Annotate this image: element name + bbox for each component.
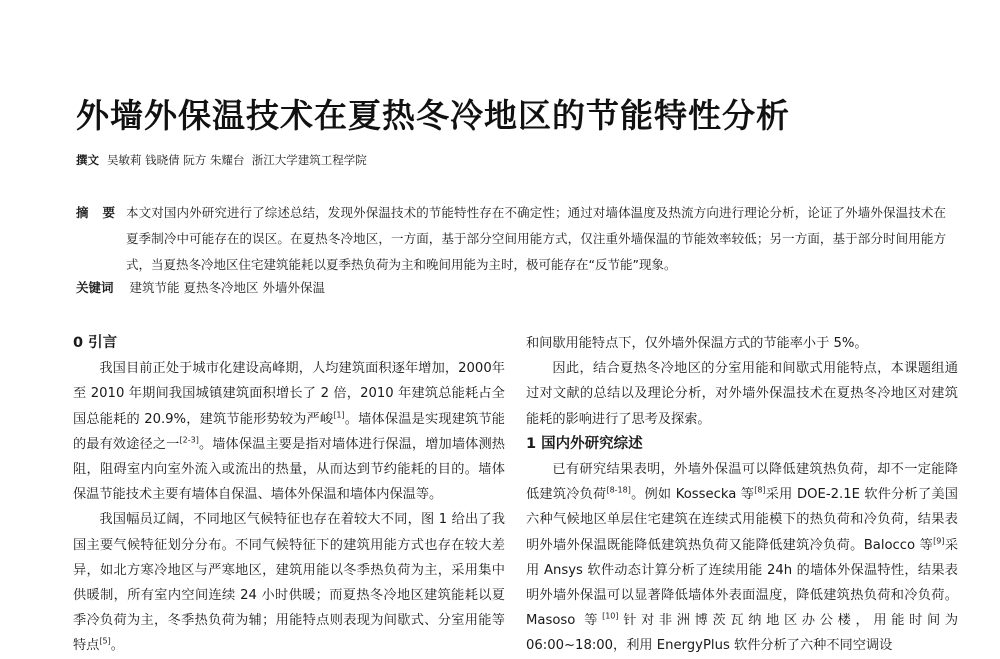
citation: [10] xyxy=(602,611,619,621)
citation: [5] xyxy=(99,637,111,647)
abstract-text: 本文对国内外研究进行了综述总结，发现外保温技术的节能特性存在不确定性；通过对墙体温度及热流方向进行理论分析，论证了外墙外保温技术在夏季制冷中可能存在的误区。在夏热冬冷地区，一方面，基于部分空间用能方式，仅注重外墙保温的节能效率较低；另一方面，基于部分时间用能方式，当夏热冬冷地区住宅建筑能耗以夏季热负荷为主和晚间用能为主时，极可能存在“反节能”现象。 xyxy=(126,205,946,272)
article-title: 外墙外保温技术在夏热冬冷地区的节能特性分析 xyxy=(76,96,790,135)
byline-label: 撰文 xyxy=(76,153,99,167)
citation: [9] xyxy=(933,536,945,546)
citation: [8] xyxy=(754,485,766,495)
keywords xyxy=(76,278,325,296)
right-column xyxy=(526,331,958,659)
section-heading-intro: 0 引言 xyxy=(73,335,118,351)
paragraph: 因此，结合夏热冬冷地区的分室用能和间歇式用能特点，本课题组通过对文献的总结以及理论分析，对外墙外保温技术在夏热冬冷地区对建筑能耗的影响进行了思考及探索。 xyxy=(526,361,958,427)
byline xyxy=(76,152,367,168)
section-heading-review: 1 国内外研究综述 xyxy=(526,435,643,452)
author-names: 吴敏莉 钱晓倩 阮方 朱耀台 xyxy=(107,153,245,167)
keywords-text: 建筑节能 夏热冬冷地区 外墙外保温 xyxy=(129,280,325,295)
abstract-label: 摘要 xyxy=(76,205,130,220)
citation: [2-3] xyxy=(179,435,199,445)
affiliation: 浙江大学建筑工程学院 xyxy=(251,153,367,167)
paragraph: 我国目前正处于城市化建设高峰期，人均建筑面积逐年增加，2000年至 2010 年期间我国城镇建筑面积增长了 2 倍，2010 年建筑总能耗占全国总能耗的 20.9%，建筑节能形势较为严峻[1]。墙体保温是实现建筑节能的最有效途径之一[2-3]。墙体保温主要是指对墙体进行保温，增加墙体测热阻，阻碍室内向室外流入或流出的热量，从而达到节约能耗的目的。墙体保温节能技术主要有墙体自保温、墙体外保温和墙体内保温等。 xyxy=(73,361,505,503)
paragraph: 已有研究结果表明，外墙外保温可以降低建筑热负荷，却不一定能降低建筑冷负荷[8-18]。例如 Kossecka 等[8]采用 DOE-2.1E 软件分析了美国六种气候地区单层住宅建筑在连续式用能模下的热负荷和冷负荷，结果表明外墙外保温既能降低建筑热负荷又能降低建筑冷负荷。Balocco 等[9]采用 Ansys 软件动态计算分析了连续用能 24h 的墙体外保温特性，结果表明外墙外保温可以显著降低墙体外表面温度，降低建筑热负荷和冷负荷。Masoso 等[10]针对非洲博茨瓦纳地区办公楼，用能时间为 06:00~18:00，利用 EnergyPlus 软件分析了六种不同空调设 xyxy=(526,462,959,654)
paragraph: 和间歇用能特点下，仅外墙外保温方式的节能率小于 5%。 xyxy=(526,336,868,351)
paragraph: 我国幅员辽阔，不同地区气候特征也存在着较大不同，图 1 给出了我国主要气候特征划分分布。不同气候特征下的建筑用能方式也存在较大差异，如北方寒冷地区与严寒地区，建筑用能以冬季热负荷为主，采用集中供暖制，所有室内空间连续 24 小时供暖；而夏热冬冷地区建筑能耗以夏季冷负荷为主，冬季热负荷为辅；用能特点则表现为间歇式、分室用能等特点[5]。 xyxy=(73,512,505,654)
abstract xyxy=(76,200,946,278)
citation: [8-18] xyxy=(606,485,631,495)
citation: [1] xyxy=(333,410,345,420)
keywords-label: 关键词 xyxy=(76,280,114,295)
left-column xyxy=(73,331,505,659)
